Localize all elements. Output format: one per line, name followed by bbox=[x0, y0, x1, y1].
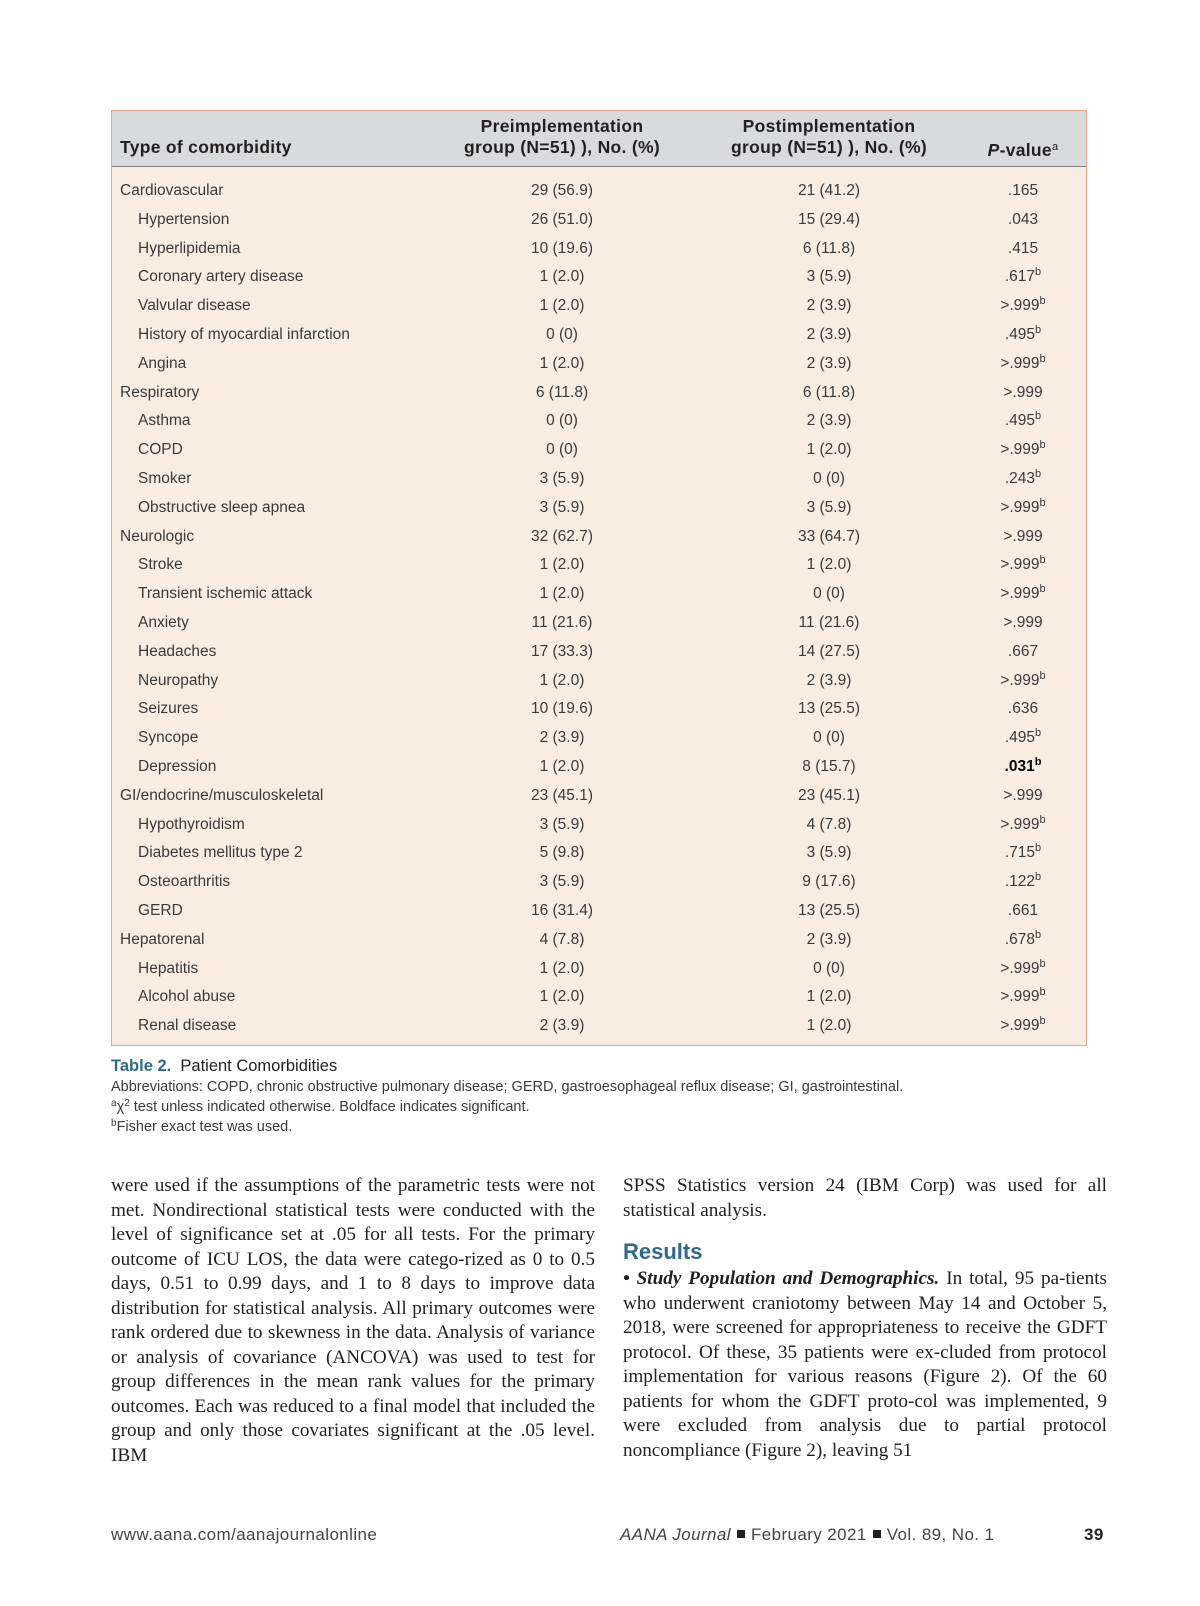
footnote-a bbox=[111, 1099, 530, 1116]
p-value-footnote-mark: b bbox=[1039, 1015, 1046, 1028]
p-value: >.999 bbox=[1003, 383, 1043, 401]
header-p-rest: -value bbox=[999, 140, 1052, 160]
table-row bbox=[112, 494, 1086, 523]
p-value-cell bbox=[978, 782, 1068, 810]
comorbidity-label: COPD bbox=[138, 441, 183, 459]
table-row bbox=[112, 868, 1086, 897]
postimplementation-value: 0 (0) bbox=[813, 959, 845, 977]
preimplementation-value: 1 (2.0) bbox=[539, 988, 585, 1006]
p-value-cell bbox=[978, 638, 1068, 666]
postimplementation-value: 15 (29.4) bbox=[797, 210, 861, 228]
results-paragraph bbox=[623, 1267, 1107, 1463]
postimplementation-value: 2 (3.9) bbox=[806, 412, 852, 430]
p-value-cell bbox=[978, 551, 1068, 579]
postimplementation-value: 1 (2.0) bbox=[806, 556, 852, 574]
p-value: .495 bbox=[1004, 412, 1036, 430]
study-population-subheading: • Study Population and Demographics. bbox=[623, 1268, 940, 1289]
p-value-cell bbox=[978, 235, 1068, 263]
p-value: >.999 bbox=[1000, 1017, 1040, 1035]
comorbidity-table bbox=[111, 110, 1087, 1046]
p-value: .043 bbox=[1007, 210, 1039, 228]
table-row bbox=[112, 724, 1086, 753]
table-row bbox=[112, 753, 1086, 782]
p-value: .415 bbox=[1007, 239, 1039, 257]
table-row bbox=[112, 263, 1086, 292]
comorbidity-label: Respiratory bbox=[120, 383, 200, 401]
p-value: >.999 bbox=[1003, 527, 1043, 545]
postimplementation-value: 6 (11.8) bbox=[802, 239, 856, 257]
comorbidity-label: Headaches bbox=[138, 642, 217, 660]
header-p-value bbox=[978, 137, 1068, 161]
comorbidity-label: Hypertension bbox=[138, 210, 230, 228]
p-value: .243 bbox=[1004, 469, 1036, 487]
postimplementation-value: 9 (17.6) bbox=[802, 873, 856, 891]
body-left-column bbox=[111, 1174, 595, 1468]
preimplementation-value: 10 (19.6) bbox=[530, 700, 594, 718]
postimplementation-value: 13 (25.5) bbox=[797, 901, 861, 919]
comorbidity-label: Hyperlipidemia bbox=[138, 239, 241, 257]
comorbidity-label: Alcohol abuse bbox=[138, 988, 236, 1006]
p-value-cell bbox=[978, 523, 1068, 551]
p-value-footnote-mark: b bbox=[1035, 727, 1042, 740]
p-value-cell bbox=[978, 839, 1068, 867]
preimplementation-value: 5 (9.8) bbox=[539, 844, 585, 862]
preimplementation-value: 2 (3.9) bbox=[539, 729, 585, 747]
table-row bbox=[112, 926, 1086, 955]
comorbidity-label: Coronary artery disease bbox=[138, 268, 304, 286]
p-value-cell bbox=[978, 1012, 1068, 1040]
preimplementation-value: 3 (5.9) bbox=[539, 469, 585, 487]
table-row bbox=[112, 407, 1086, 436]
footnote-b-text: Fisher exact test was used. bbox=[116, 1119, 293, 1135]
postimplementation-value: 6 (11.8) bbox=[802, 383, 856, 401]
postimplementation-value: 3 (5.9) bbox=[806, 498, 852, 516]
p-value-cell bbox=[978, 724, 1068, 752]
p-value-cell bbox=[978, 321, 1068, 349]
table-row bbox=[112, 379, 1086, 408]
header-p-sup: a bbox=[1051, 141, 1059, 153]
table-row bbox=[112, 177, 1086, 206]
p-value-footnote-mark: b bbox=[1039, 583, 1046, 596]
comorbidity-label: GI/endocrine/musculoskeletal bbox=[120, 786, 324, 804]
p-value: >.999 bbox=[1000, 959, 1040, 977]
header-preimplementation bbox=[442, 116, 682, 158]
p-value: .667 bbox=[1007, 642, 1039, 660]
p-value-cell bbox=[978, 177, 1068, 205]
comorbidity-label: Renal disease bbox=[138, 1017, 237, 1035]
header-postimplementation bbox=[709, 116, 949, 158]
comorbidity-label: Hepatorenal bbox=[120, 930, 205, 948]
preimplementation-value: 17 (33.3) bbox=[530, 642, 594, 660]
p-value: >.999 bbox=[1000, 441, 1040, 459]
table-row bbox=[112, 983, 1086, 1012]
p-value: >.999 bbox=[1000, 354, 1040, 372]
volume-number: Vol. 89, No. 1 bbox=[886, 1525, 995, 1544]
table-row bbox=[112, 667, 1086, 696]
table-row bbox=[112, 897, 1086, 926]
p-value-footnote-mark: b bbox=[1039, 439, 1046, 452]
comorbidity-label: Transient ischemic attack bbox=[138, 585, 313, 603]
p-value: >.999 bbox=[1000, 297, 1040, 315]
p-value: >.999 bbox=[1000, 585, 1040, 603]
postimplementation-value: 8 (15.7) bbox=[802, 757, 856, 775]
p-value-cell bbox=[978, 609, 1068, 637]
postimplementation-value: 2 (3.9) bbox=[806, 930, 852, 948]
preimplementation-value: 4 (7.8) bbox=[539, 930, 585, 948]
p-value: .031 bbox=[1004, 757, 1035, 775]
table-row bbox=[112, 782, 1086, 811]
table-row bbox=[112, 321, 1086, 350]
chi-symbol: χ bbox=[116, 1099, 125, 1115]
p-value: .678 bbox=[1004, 930, 1036, 948]
table-header bbox=[112, 111, 1086, 167]
table-row bbox=[112, 350, 1086, 379]
square-bullet-icon bbox=[737, 1530, 745, 1538]
table-row bbox=[112, 695, 1086, 724]
p-value-cell bbox=[978, 811, 1068, 839]
preimplementation-value: 10 (19.6) bbox=[530, 239, 594, 257]
postimplementation-value: 1 (2.0) bbox=[806, 1017, 852, 1035]
table-row bbox=[112, 580, 1086, 609]
table-row bbox=[112, 235, 1086, 264]
p-value-cell bbox=[978, 206, 1068, 234]
p-value-footnote-mark: b bbox=[1039, 669, 1046, 682]
comorbidity-label: Valvular disease bbox=[138, 297, 251, 315]
preimplementation-value: 1 (2.0) bbox=[539, 959, 585, 977]
preimplementation-value: 3 (5.9) bbox=[539, 815, 585, 833]
table-row bbox=[112, 1012, 1086, 1041]
preimplementation-value: 0 (0) bbox=[546, 412, 578, 430]
comorbidity-label: Stroke bbox=[138, 556, 183, 574]
p-value: >.999 bbox=[1000, 815, 1040, 833]
postimplementation-value: 3 (5.9) bbox=[806, 268, 852, 286]
p-value: >.999 bbox=[1000, 671, 1040, 689]
postimplementation-value: 1 (2.0) bbox=[806, 988, 852, 1006]
p-value-footnote-mark: b bbox=[1034, 755, 1042, 768]
comorbidity-label: Neuropathy bbox=[138, 671, 219, 689]
p-value-cell bbox=[978, 580, 1068, 608]
p-value-cell bbox=[978, 897, 1068, 925]
comorbidity-label: Anxiety bbox=[138, 613, 189, 631]
p-value: >.999 bbox=[1000, 556, 1040, 574]
p-value-cell bbox=[978, 926, 1068, 954]
p-value-footnote-mark: b bbox=[1035, 266, 1042, 279]
page-number: 39 bbox=[1084, 1525, 1104, 1544]
table-row bbox=[112, 638, 1086, 667]
table-row bbox=[112, 436, 1086, 465]
p-value-cell bbox=[978, 436, 1068, 464]
postimplementation-value: 0 (0) bbox=[813, 469, 845, 487]
p-value: .495 bbox=[1004, 729, 1036, 747]
p-value-footnote-mark: b bbox=[1035, 842, 1042, 855]
postimplementation-value: 2 (3.9) bbox=[806, 671, 852, 689]
p-value-cell bbox=[978, 955, 1068, 983]
preimplementation-value: 32 (62.7) bbox=[530, 527, 594, 545]
p-value-cell bbox=[978, 379, 1068, 407]
body-right-column bbox=[623, 1174, 1107, 1463]
comorbidity-label: Hypothyroidism bbox=[138, 815, 245, 833]
footer-url: www.aana.com/aanajournalonline bbox=[111, 1525, 378, 1544]
footer-journal-info bbox=[620, 1525, 994, 1545]
p-value: .661 bbox=[1007, 901, 1039, 919]
preimplementation-value: 1 (2.0) bbox=[539, 671, 585, 689]
p-value-cell bbox=[978, 263, 1068, 291]
preimplementation-value: 1 (2.0) bbox=[539, 354, 585, 372]
preimplementation-value: 1 (2.0) bbox=[539, 757, 585, 775]
postimplementation-value: 2 (3.9) bbox=[806, 354, 852, 372]
p-value-cell bbox=[978, 350, 1068, 378]
postimplementation-value: 0 (0) bbox=[813, 729, 845, 747]
p-value: .715 bbox=[1004, 844, 1036, 862]
comorbidity-label: Obstructive sleep apnea bbox=[138, 498, 306, 516]
preimplementation-value: 1 (2.0) bbox=[539, 297, 585, 315]
p-value: >.999 bbox=[1000, 498, 1040, 516]
preimplementation-value: 0 (0) bbox=[546, 441, 578, 459]
postimplementation-value: 13 (25.5) bbox=[797, 700, 861, 718]
comorbidity-label: Diabetes mellitus type 2 bbox=[138, 844, 303, 862]
p-value-cell bbox=[978, 868, 1068, 896]
table-row bbox=[112, 465, 1086, 494]
table-row bbox=[112, 523, 1086, 552]
preimplementation-value: 16 (31.4) bbox=[530, 901, 594, 919]
postimplementation-value: 4 (7.8) bbox=[806, 815, 852, 833]
preimplementation-value: 3 (5.9) bbox=[539, 498, 585, 516]
postimplementation-value: 2 (3.9) bbox=[806, 297, 852, 315]
postimplementation-value: 11 (21.6) bbox=[798, 613, 860, 631]
p-value-cell bbox=[978, 465, 1068, 493]
results-heading: Results bbox=[623, 1239, 703, 1264]
journal-name: AANA Journal bbox=[620, 1525, 731, 1544]
comorbidity-label: Cardiovascular bbox=[120, 182, 224, 199]
issue-date: February 2021 bbox=[750, 1525, 867, 1544]
p-value: .165 bbox=[1007, 182, 1039, 199]
header-type-of-comorbidity: Type of comorbidity bbox=[120, 137, 292, 157]
footnote-a-text: test unless indicated otherwise. Boldface indicates significant. bbox=[129, 1099, 530, 1115]
footnote-b bbox=[111, 1119, 292, 1136]
header-post-line1: Postimplementation bbox=[742, 116, 916, 136]
p-value-footnote-mark: b bbox=[1039, 554, 1046, 567]
p-value-cell bbox=[978, 292, 1068, 320]
p-value: >.999 bbox=[1003, 613, 1043, 631]
p-value-cell bbox=[978, 753, 1068, 781]
p-value-footnote-mark: b bbox=[1039, 295, 1046, 308]
postimplementation-value: 33 (64.7) bbox=[797, 527, 861, 545]
abbreviations-note: Abbreviations: COPD, chronic obstructive pulmonary disease; GERD, gastroesophageal reflux disease; GI, gastrointestinal. bbox=[111, 1079, 904, 1095]
comorbidity-label: Neurologic bbox=[120, 527, 195, 545]
preimplementation-value: 6 (11.8) bbox=[535, 383, 589, 401]
footnote-b-mark: b bbox=[111, 1118, 117, 1129]
preimplementation-value: 1 (2.0) bbox=[539, 556, 585, 574]
table-caption bbox=[111, 1057, 337, 1076]
p-value-footnote-mark: b bbox=[1035, 467, 1042, 480]
p-value: .636 bbox=[1007, 700, 1039, 718]
preimplementation-value: 3 (5.9) bbox=[539, 873, 585, 891]
p-value-footnote-mark: b bbox=[1039, 496, 1046, 509]
comorbidity-label: Smoker bbox=[138, 469, 192, 487]
table-row bbox=[112, 811, 1086, 840]
p-value-cell bbox=[978, 667, 1068, 695]
comorbidity-label: Hepatitis bbox=[138, 959, 199, 977]
comorbidity-label: Syncope bbox=[138, 729, 199, 747]
comorbidity-label: History of myocardial infarction bbox=[138, 325, 350, 343]
p-value-footnote-mark: b bbox=[1035, 323, 1042, 336]
p-value-cell bbox=[978, 695, 1068, 723]
p-value-cell bbox=[978, 407, 1068, 435]
header-post-line2: group (N=51) ), No. (%) bbox=[731, 137, 927, 157]
square-bullet-icon bbox=[873, 1530, 881, 1538]
p-value: .617 bbox=[1004, 268, 1036, 286]
table-row bbox=[112, 955, 1086, 984]
header-p-italic: P bbox=[987, 140, 1000, 160]
methods-paragraph: were used if the assumptions of the parametric tests were not met. Nondirectional statistical tests were conducted with the level of significance set at .05 for all tests. For the primary outcome of ICU LOS, the data were catego-rized as 0 to 0.5 days, 0.51 to 0.99 days, and 1 to 8 days to improve data distribution for statistical analysis. All primary outcomes were rank ordered due to skewness in the data. Analysis of variance or analysis of covariance (ANCOVA) was used to test for group differences in the mean rank values for the primary outcomes. Each was reduced to a final model that included the group and only those covariates significant at the .05 level. IBM bbox=[111, 1175, 595, 1466]
spss-paragraph: SPSS Statistics version 24 (IBM Corp) was used for all statistical analysis. bbox=[623, 1175, 1107, 1221]
preimplementation-value: 1 (2.0) bbox=[539, 268, 585, 286]
preimplementation-value: 11 (21.6) bbox=[531, 613, 593, 631]
comorbidity-label: Angina bbox=[138, 354, 187, 372]
postimplementation-value: 21 (41.2) bbox=[797, 182, 861, 199]
p-value-footnote-mark: b bbox=[1039, 813, 1046, 826]
comorbidity-label: Seizures bbox=[138, 700, 199, 718]
preimplementation-value: 23 (45.1) bbox=[530, 786, 594, 804]
p-value-cell bbox=[978, 983, 1068, 1011]
header-pre-line1: Preimplementation bbox=[480, 116, 644, 136]
p-value-footnote-mark: b bbox=[1035, 410, 1042, 423]
comorbidity-label: Depression bbox=[138, 757, 217, 775]
table-row bbox=[112, 839, 1086, 868]
p-value-footnote-mark: b bbox=[1039, 957, 1046, 970]
results-text: In total, 95 pa-tients who underwent craniotomy between May 14 and October 5, 2018, were screened for appropriateness to receive the GDFT protocol. Of these, 35 patients were ex-cluded from protocol implementation for various reasons (Figure 2). Of the 60 patients for whom the GDFT proto-col was implemented, 9 were excluded from analysis due to partial protocol noncompliance (Figure 2), leaving 51 bbox=[623, 1268, 1108, 1461]
postimplementation-value: 23 (45.1) bbox=[797, 786, 861, 804]
p-value: >.999 bbox=[1000, 988, 1040, 1006]
comorbidity-label: GERD bbox=[138, 901, 183, 919]
table-row bbox=[112, 609, 1086, 638]
preimplementation-value: 1 (2.0) bbox=[539, 585, 585, 603]
p-value-footnote-mark: b bbox=[1035, 871, 1042, 884]
postimplementation-value: 0 (0) bbox=[813, 585, 845, 603]
comorbidity-label: Osteoarthritis bbox=[138, 873, 231, 891]
postimplementation-value: 14 (27.5) bbox=[797, 642, 861, 660]
preimplementation-value: 29 (56.9) bbox=[530, 182, 594, 199]
postimplementation-value: 1 (2.0) bbox=[806, 441, 852, 459]
p-value: >.999 bbox=[1003, 786, 1043, 804]
p-value: .122 bbox=[1004, 873, 1036, 891]
p-value-footnote-mark: b bbox=[1035, 928, 1042, 941]
postimplementation-value: 3 (5.9) bbox=[806, 844, 852, 862]
preimplementation-value: 0 (0) bbox=[546, 325, 578, 343]
table-title: Patient Comorbidities bbox=[180, 1057, 338, 1075]
postimplementation-value: 2 (3.9) bbox=[806, 325, 852, 343]
preimplementation-value: 2 (3.9) bbox=[539, 1017, 585, 1035]
table-number: Table 2. bbox=[111, 1057, 172, 1075]
chi-squared-exponent: 2 bbox=[124, 1098, 130, 1109]
p-value: .495 bbox=[1004, 325, 1036, 343]
table-row bbox=[112, 551, 1086, 580]
table-body bbox=[112, 177, 1086, 1041]
comorbidity-label: Asthma bbox=[138, 412, 191, 430]
table-row bbox=[112, 292, 1086, 321]
preimplementation-value: 26 (51.0) bbox=[530, 210, 594, 228]
table-row bbox=[112, 206, 1086, 235]
header-pre-line2: group (N=51) ), No. (%) bbox=[464, 137, 660, 157]
p-value-footnote-mark: b bbox=[1039, 352, 1046, 365]
p-value-footnote-mark: b bbox=[1039, 986, 1046, 999]
footnote-a-mark: a bbox=[111, 1098, 117, 1109]
p-value-cell bbox=[978, 494, 1068, 522]
